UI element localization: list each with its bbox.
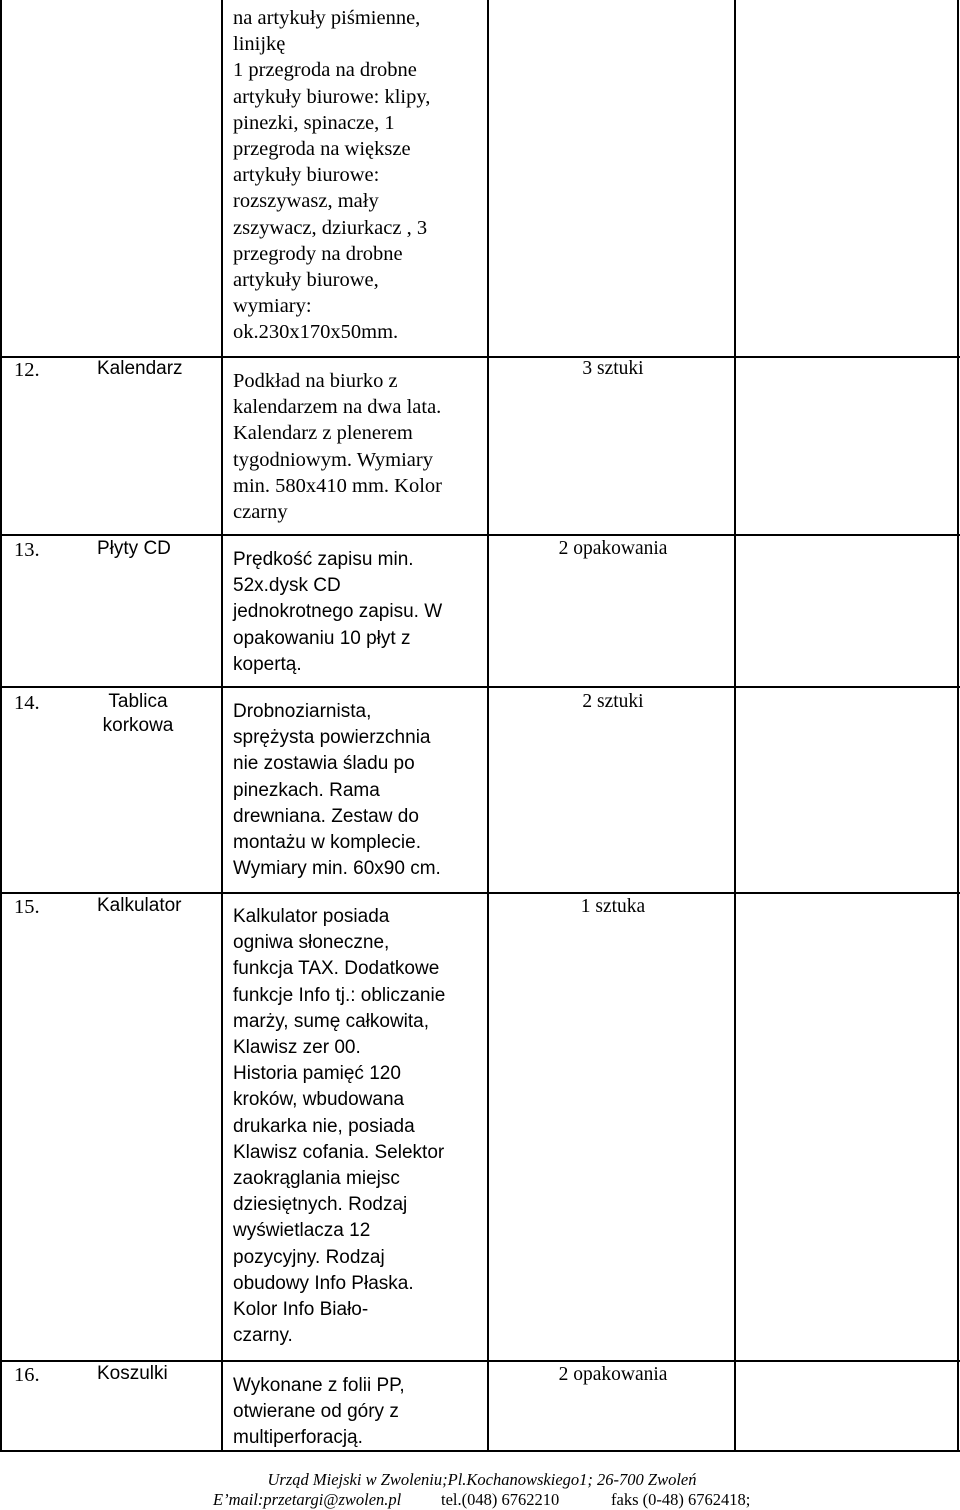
table-border-col2: [221, 0, 223, 1452]
row-12-number: 12.: [14, 359, 40, 381]
table-border-left: [0, 0, 2, 1452]
row-13-name: Płyty CD: [97, 538, 171, 559]
footer-address: [0, 1470, 960, 1490]
footer-fax: faks (0-48) 6762418;: [611, 1490, 751, 1509]
row-16-number: 16.: [14, 1364, 40, 1386]
row-13-quantity: 2 opakowania: [558, 538, 668, 559]
footer-email: E’mail:przetargi@zwolen.pl: [213, 1490, 402, 1509]
row-14-name: Tablica korkowa: [102, 691, 174, 736]
table-border-col4: [734, 0, 736, 1452]
row-15-number: 15.: [14, 896, 40, 918]
footer-phone: tel.(048) 6762210: [441, 1490, 560, 1509]
row-12-quantity: 3 sztuki: [582, 358, 644, 379]
table-row-divider: [0, 686, 960, 688]
row-15-name: Kalkulator: [97, 895, 182, 916]
row-14-quantity: 2 sztuki: [582, 691, 644, 712]
footer-address-text: Urząd Miejski w Zwoleniu;Pl.Kochanowskiego1; 26-700 Zwoleń: [267, 1470, 697, 1489]
row-13-description: Prędkość zapisu min. 52x.dysk CD jednokrotnego zapisu. W opakowaniu 10 płyt z kopertą.: [233, 549, 443, 675]
row-14-description: Drobnoziarnista, sprężysta powierzchnia nie zostawia śladu po pinezkach. Rama drewniana. Zestaw do montażu w komplecie. Wymiary min. 60x90 cm.: [233, 701, 441, 880]
row-continuation-description: na artykuły piśmienne, linijkę 1 przegroda na drobne artykuły biurowe: klipy, pinezki, spinacze, 1 przegroda na większe artykuły biurowe: rozszywasz, mały zszywacz, dziurkacz , 3 przegrody na drobne artykuły biurowe, wymiary: ok.230x170x50mm.: [233, 7, 431, 344]
row-15-description: Kalkulator posiada ogniwa słoneczne, funkcja TAX. Dodatkowe funkcje Info tj.: obliczanie marży, sumę całkowita, Klawisz zer 00. Historia pamięć 120 kroków, wbudowana drukarka nie, posiada Klawisz cofania. Selektor zaokrąglania miejsc dziesiętnych. Rodzaj wyświetlacza 12 pozycyjny. Rodzaj obudowy Info Płaska. Kolor Info Biało- czarny.: [233, 906, 446, 1347]
row-13-number: 13.: [14, 539, 40, 561]
row-16-name: Koszulki: [97, 1363, 168, 1384]
row-12-name: Kalendarz: [97, 358, 183, 379]
row-16-description: Wykonane z folii PP, otwierane od góry z multiperforacją.: [233, 1375, 405, 1449]
table-row-divider: [0, 534, 960, 536]
row-12-description: Podkład na biurko z kalendarzem na dwa lata. Kalendarz z plenerem tygodniowym. Wymiary min. 580x410 mm. Kolor czarny: [233, 370, 442, 524]
row-14-number: 14.: [14, 692, 40, 714]
table-border-right: [957, 0, 959, 1452]
row-15-quantity: 1 sztuka: [580, 896, 646, 917]
row-16-quantity: 2 opakowania: [558, 1364, 668, 1385]
